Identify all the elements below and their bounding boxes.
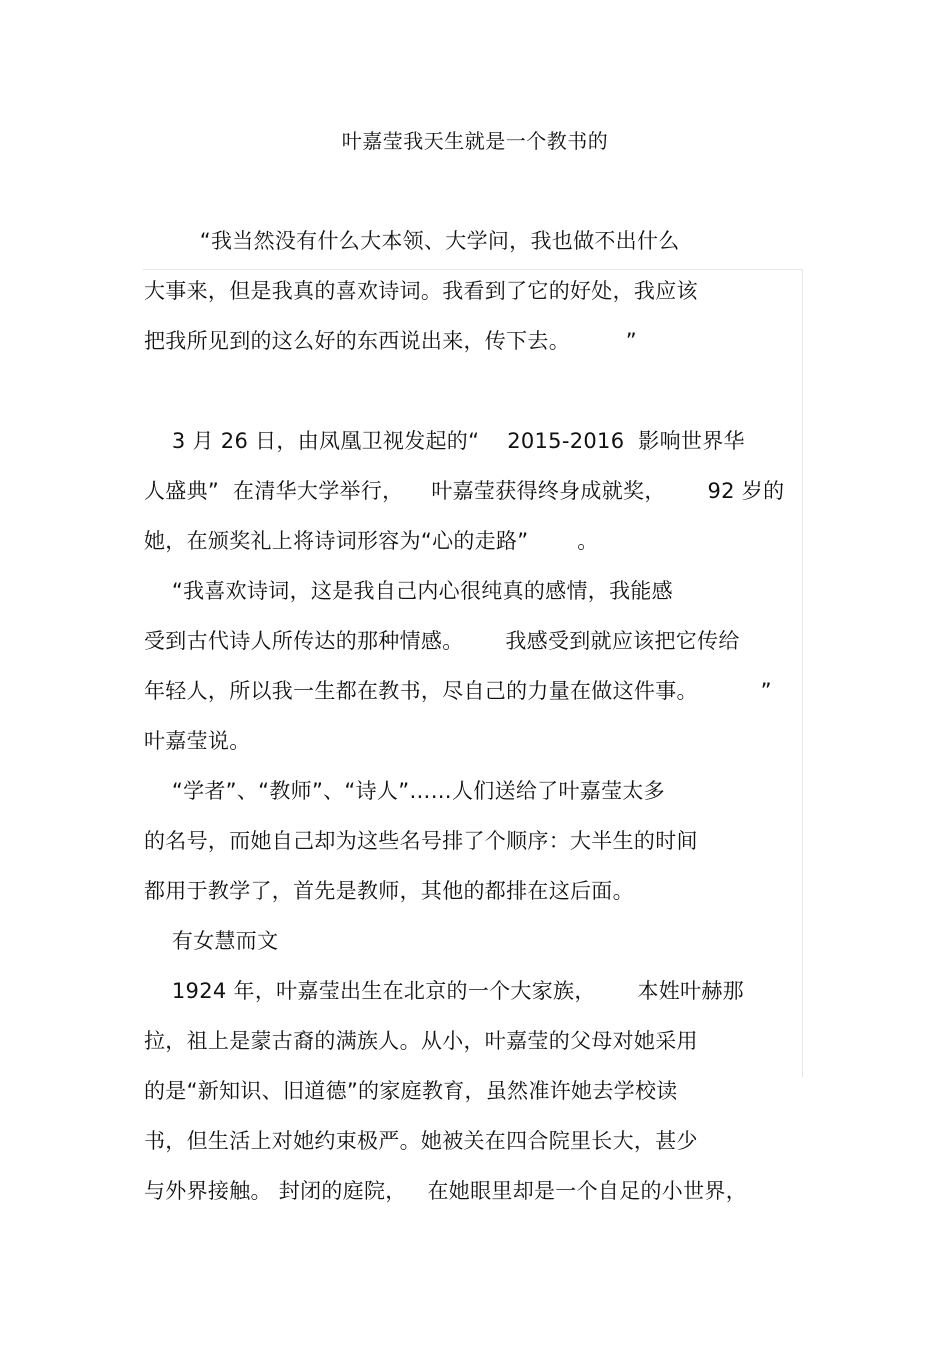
paragraph-line: 她，在颁奖礼上将诗词形容为“心的走路” 。 <box>144 529 599 553</box>
paragraph-line: 大事来，但是我真的喜欢诗词。我看到了它的好处，我应该 <box>144 279 698 303</box>
section-heading: 有女慧而文 <box>144 929 279 953</box>
paragraph-line: 的是“新知识、旧道德”的家庭教育，虽然准许她去学校读 <box>144 1079 678 1103</box>
paragraph-line: 书，但生活上对她约束极严。她被关在四合院里长大，甚少 <box>144 1129 698 1153</box>
paragraph-line: “学者”、“教师”、“诗人”……人们送给了叶嘉莹太多 <box>144 779 665 803</box>
paragraph-line: “我喜欢诗词，这是我自己内心很纯真的感情，我能感 <box>144 579 673 603</box>
paragraph-line: 把我所见到的这么好的东西说出来，传下去。 ” <box>144 329 637 353</box>
document-title: 叶嘉莹我天生就是一个教书的 <box>341 129 609 153</box>
paragraph-line: 拉，祖上是蒙古裔的满族人。从小，叶嘉莹的父母对她采用 <box>144 1029 698 1053</box>
paragraph-line: 人盛典” 在清华大学举行， 叶嘉莹获得终身成就奖， 92 岁的 <box>144 479 785 503</box>
paragraph-line: 与外界接触。 封闭的庭院， 在她眼里却是一个自足的小世界， <box>144 1179 747 1203</box>
paragraph-line: 叶嘉莹说。 <box>144 729 251 753</box>
paragraph-line: 年轻人，所以我一生都在教书，尽自己的力量在做这件事。 ” <box>144 679 772 703</box>
paragraph-line: 1924 年，叶嘉莹出生在北京的一个大家族， 本姓叶赫那 <box>144 979 744 1003</box>
paragraph-line: 3 月 26 日，由凤凰卫视发起的“ 2015-2016 影响世界华 <box>144 429 745 453</box>
paragraph-line: “我当然没有什么大本领、大学问，我也做不出什么 <box>144 229 680 253</box>
paragraph-line: 的名号，而她自己却为这些名号排了个顺序：大半生的时间 <box>144 829 698 853</box>
paragraph-line: 都用于教学了，首先是教师，其他的都排在这后面。 <box>144 879 634 903</box>
paragraph-line: 受到古代诗人所传达的那种情感。 我感受到就应该把它传给 <box>144 629 740 653</box>
